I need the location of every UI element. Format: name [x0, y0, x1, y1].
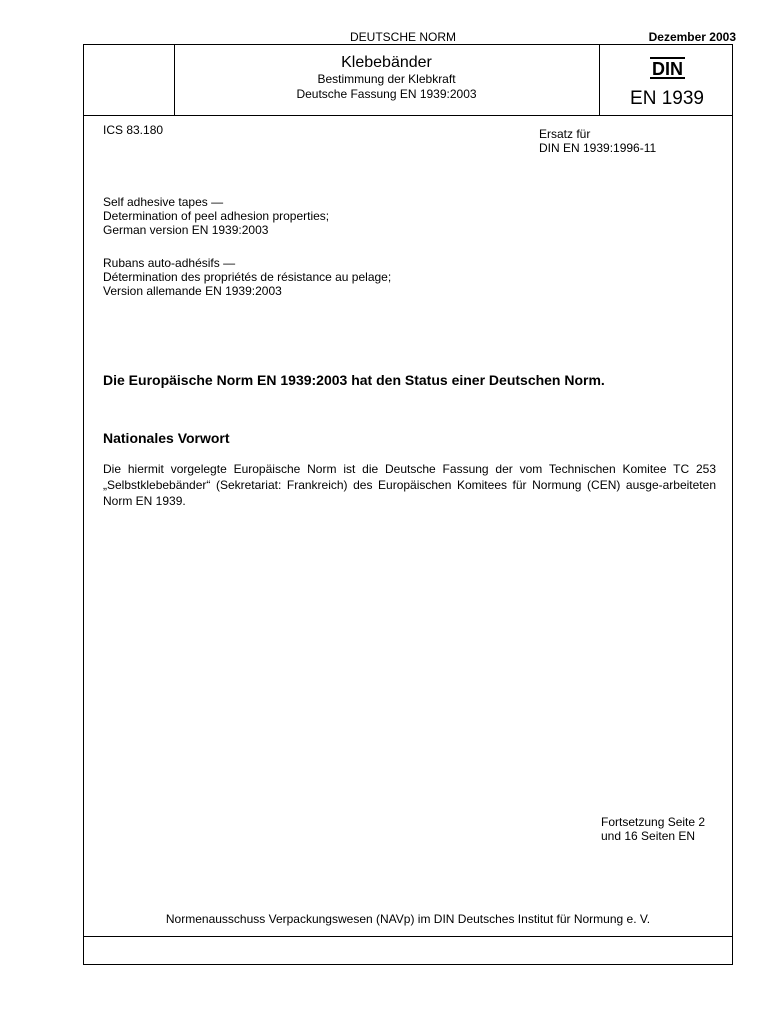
title-block-bottom-rule	[84, 115, 732, 116]
norm-number: EN 1939	[630, 88, 704, 109]
english-title-line: Determination of peel adhesion properties;	[103, 209, 330, 223]
document-subtitle: Bestimmung der Klebkraft	[317, 72, 456, 86]
replaces-label: Ersatz für	[539, 127, 591, 141]
french-title-block	[103, 256, 391, 298]
english-title-line: German version EN 1939:2003	[103, 223, 269, 237]
document-version: Deutsche Fassung EN 1939:2003	[296, 87, 477, 101]
continuation-line: und 16 Seiten EN	[601, 829, 696, 843]
french-title-line: Détermination des propriétés de résistance au pelage;	[103, 270, 392, 284]
french-title-line: Rubans auto-adhésifs —	[103, 256, 236, 270]
footer-top-rule	[84, 936, 732, 937]
document-type-label: DEUTSCHE NORM	[349, 30, 456, 44]
continuation-line: Fortsetzung Seite 2	[601, 815, 706, 829]
title-block	[174, 54, 599, 102]
din-logo-text: DIN	[652, 59, 683, 79]
replaces-block	[539, 127, 656, 155]
foreword-body: Die hiermit vorgelegte Europäische Norm ist die Deutsche Fassung der vom Technischen Komitee TC 253 „Selbstklebebänder“ (Sekretariat: Frankreich) des Europäischen Komitees für Normung (CEN) ausge-arbeiteten Norm EN 1939.	[103, 462, 716, 508]
english-title-block	[103, 195, 329, 237]
status-statement: Die Europäische Norm EN 1939:2003 hat den Status einer Deutschen Norm.	[103, 372, 605, 388]
publisher-footer: Normenausschuss Verpackungswesen (NAVp) im DIN Deutsches Institut für Normung e. V.	[165, 912, 651, 926]
document-title: Klebebänder	[341, 54, 432, 71]
foreword-heading: Nationales Vorwort	[103, 430, 230, 446]
din-logo	[650, 57, 685, 79]
french-title-line: Version allemande EN 1939:2003	[103, 284, 282, 298]
ics-code: ICS 83.180	[103, 123, 164, 137]
publication-date: Dezember 2003	[648, 30, 736, 44]
replaces-value: DIN EN 1939:1996-11	[539, 141, 657, 155]
english-title-line: Self adhesive tapes —	[103, 195, 224, 209]
continuation-note	[601, 815, 705, 843]
